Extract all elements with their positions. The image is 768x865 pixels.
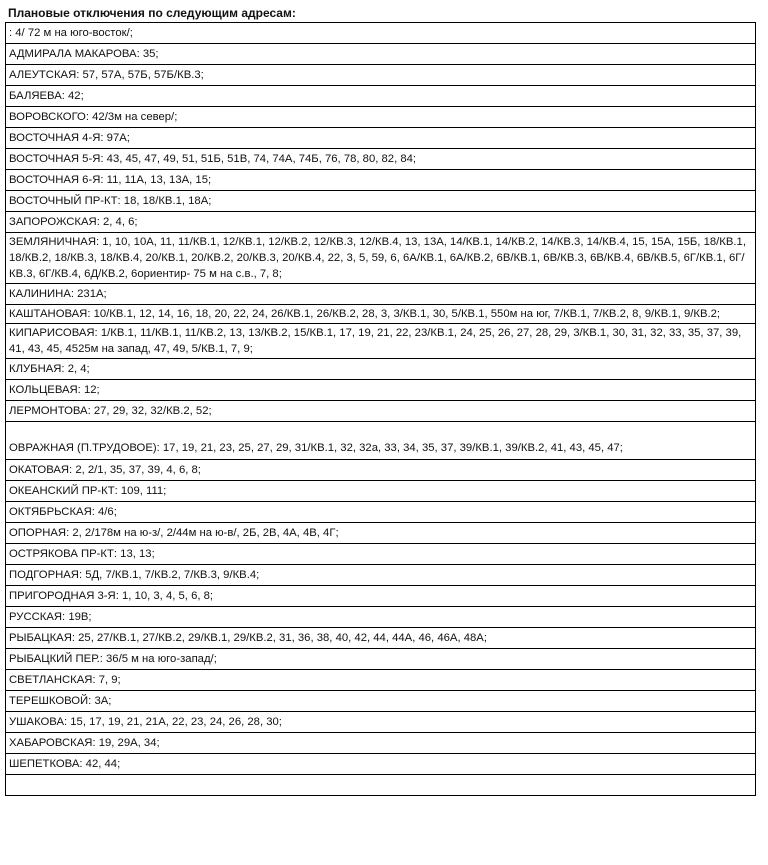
table-row: ЗАПОРОЖСКАЯ: 2, 4, 6;	[6, 212, 755, 233]
table-row: УШАКОВА: 15, 17, 19, 21, 21А, 22, 23, 24, 26, 28, 30;	[6, 712, 755, 733]
table-row: ОВРАЖНАЯ (П.ТРУДОВОЕ): 17, 19, 21, 23, 25, 27, 29, 31/КВ.1, 32, 32а, 33, 34, 35, 37, 39/КВ.1, 39/КВ.2, 41, 43, 45, 47;	[6, 422, 755, 460]
table-row: ТЕРЕШКОВОЙ: 3А;	[6, 691, 755, 712]
table-row: РУССКАЯ: 19В;	[6, 607, 755, 628]
table-row: ВОСТОЧНЫЙ ПР-КТ: 18, 18/КВ.1, 18А;	[6, 191, 755, 212]
table-row: ОСТРЯКОВА ПР-КТ: 13, 13;	[6, 544, 755, 565]
page-title: Плановые отключения по следующим адресам:	[8, 6, 296, 20]
table-row: КЛУБНАЯ: 2, 4;	[6, 359, 755, 380]
table-row: КОЛЬЦЕВАЯ: 12;	[6, 380, 755, 401]
table-row: ЛЕРМОНТОВА: 27, 29, 32, 32/КВ.2, 52;	[6, 401, 755, 422]
address-table	[5, 22, 756, 796]
table-row: ОПОРНАЯ: 2, 2/178м на ю-з/, 2/44м на ю-в/, 2Б, 2В, 4А, 4В, 4Г;	[6, 523, 755, 544]
table-row: РЫБАЦКИЙ ПЕР.: 36/5 м на юго-запад/;	[6, 649, 755, 670]
table-row: ВОСТОЧНАЯ 5-Я: 43, 45, 47, 49, 51, 51Б, 51В, 74, 74А, 74Б, 76, 78, 80, 82, 84;	[6, 149, 755, 170]
table-row: ОКАТОВАЯ: 2, 2/1, 35, 37, 39, 4, 6, 8;	[6, 460, 755, 481]
address-list-sheet	[5, 4, 756, 796]
table-row: ВОСТОЧНАЯ 4-Я: 97А;	[6, 128, 755, 149]
table-row: СВЕТЛАНСКАЯ: 7, 9;	[6, 670, 755, 691]
table-row: БАЛЯЕВА: 42;	[6, 86, 755, 107]
table-row: ПОДГОРНАЯ: 5Д, 7/КВ.1, 7/КВ.2, 7/КВ.3, 9/КВ.4;	[6, 565, 755, 586]
table-row: АДМИРАЛА МАКАРОВА: 35;	[6, 44, 755, 65]
table-row: ХАБАРОВСКАЯ: 19, 29А, 34;	[6, 733, 755, 754]
table-row: : 4/ 72 м на юго-восток/;	[6, 23, 755, 44]
table-row: КИПАРИСОВАЯ: 1/КВ.1, 11/КВ.1, 11/КВ.2, 13, 13/КВ.2, 15/КВ.1, 17, 19, 21, 22, 23/КВ.1, 24, 25, 26, 27, 28, 29, 3/КВ.1, 30, 31, 32, 33, 35, 37, 39, 41, 43, 45, 4525м на запад, 47, 49, 5/КВ.1, 7, 9;	[6, 324, 755, 359]
table-row: ЗЕМЛЯНИЧНАЯ: 1, 10, 10А, 11, 11/КВ.1, 12/КВ.1, 12/КВ.2, 12/КВ.3, 12/КВ.4, 13, 13А, 14/КВ.1, 14/КВ.2, 14/КВ.3, 14/КВ.4, 15, 15А, 15Б, 18/КВ.1, 18/КВ.2, 18/КВ.3, 18/КВ.4, 20/КВ.1, 20/КВ.2, 20/КВ.3, 20/КВ.4, 22, 3, 5, 59, 6, 6А/КВ.1, 6А/КВ.2, 6В/КВ.1, 6В/КВ.3, 6В/КВ.4, 6В/КВ.5, 6Г/КВ.1, 6Г/КВ.3, 6Г/КВ.4, 6Д/КВ.2, 6ориентир- 75 м на с.в., 7, 8;	[6, 233, 755, 284]
table-row: ВОСТОЧНАЯ 6-Я: 11, 11А, 13, 13А, 15;	[6, 170, 755, 191]
table-row: КАЛИНИНА: 231А;	[6, 284, 755, 305]
table-row: ОКЕАНСКИЙ ПР-КТ: 109, 111;	[6, 481, 755, 502]
table-row: ОКТЯБРЬСКАЯ: 4/6;	[6, 502, 755, 523]
table-row: АЛЕУТСКАЯ: 57, 57А, 57Б, 57Б/КВ.3;	[6, 65, 755, 86]
table-row: КАШТАНОВАЯ: 10/КВ.1, 12, 14, 16, 18, 20, 22, 24, 26/КВ.1, 26/КВ.2, 28, 3, 3/КВ.1, 30, 5/КВ.1, 550м на юг, 7/КВ.1, 7/КВ.2, 8, 9/КВ.1, 9/КВ.2;	[6, 305, 755, 324]
table-row: ШЕПЕТКОВА: 42, 44;	[6, 754, 755, 775]
table-row: ВОРОВСКОГО: 42/3м на север/;	[6, 107, 755, 128]
table-row	[6, 775, 755, 796]
table-row: ПРИГОРОДНАЯ 3-Я: 1, 10, 3, 4, 5, 6, 8;	[6, 586, 755, 607]
table-row: РЫБАЦКАЯ: 25, 27/КВ.1, 27/КВ.2, 29/КВ.1, 29/КВ.2, 31, 36, 38, 40, 42, 44, 44А, 46, 46А, 48А;	[6, 628, 755, 649]
